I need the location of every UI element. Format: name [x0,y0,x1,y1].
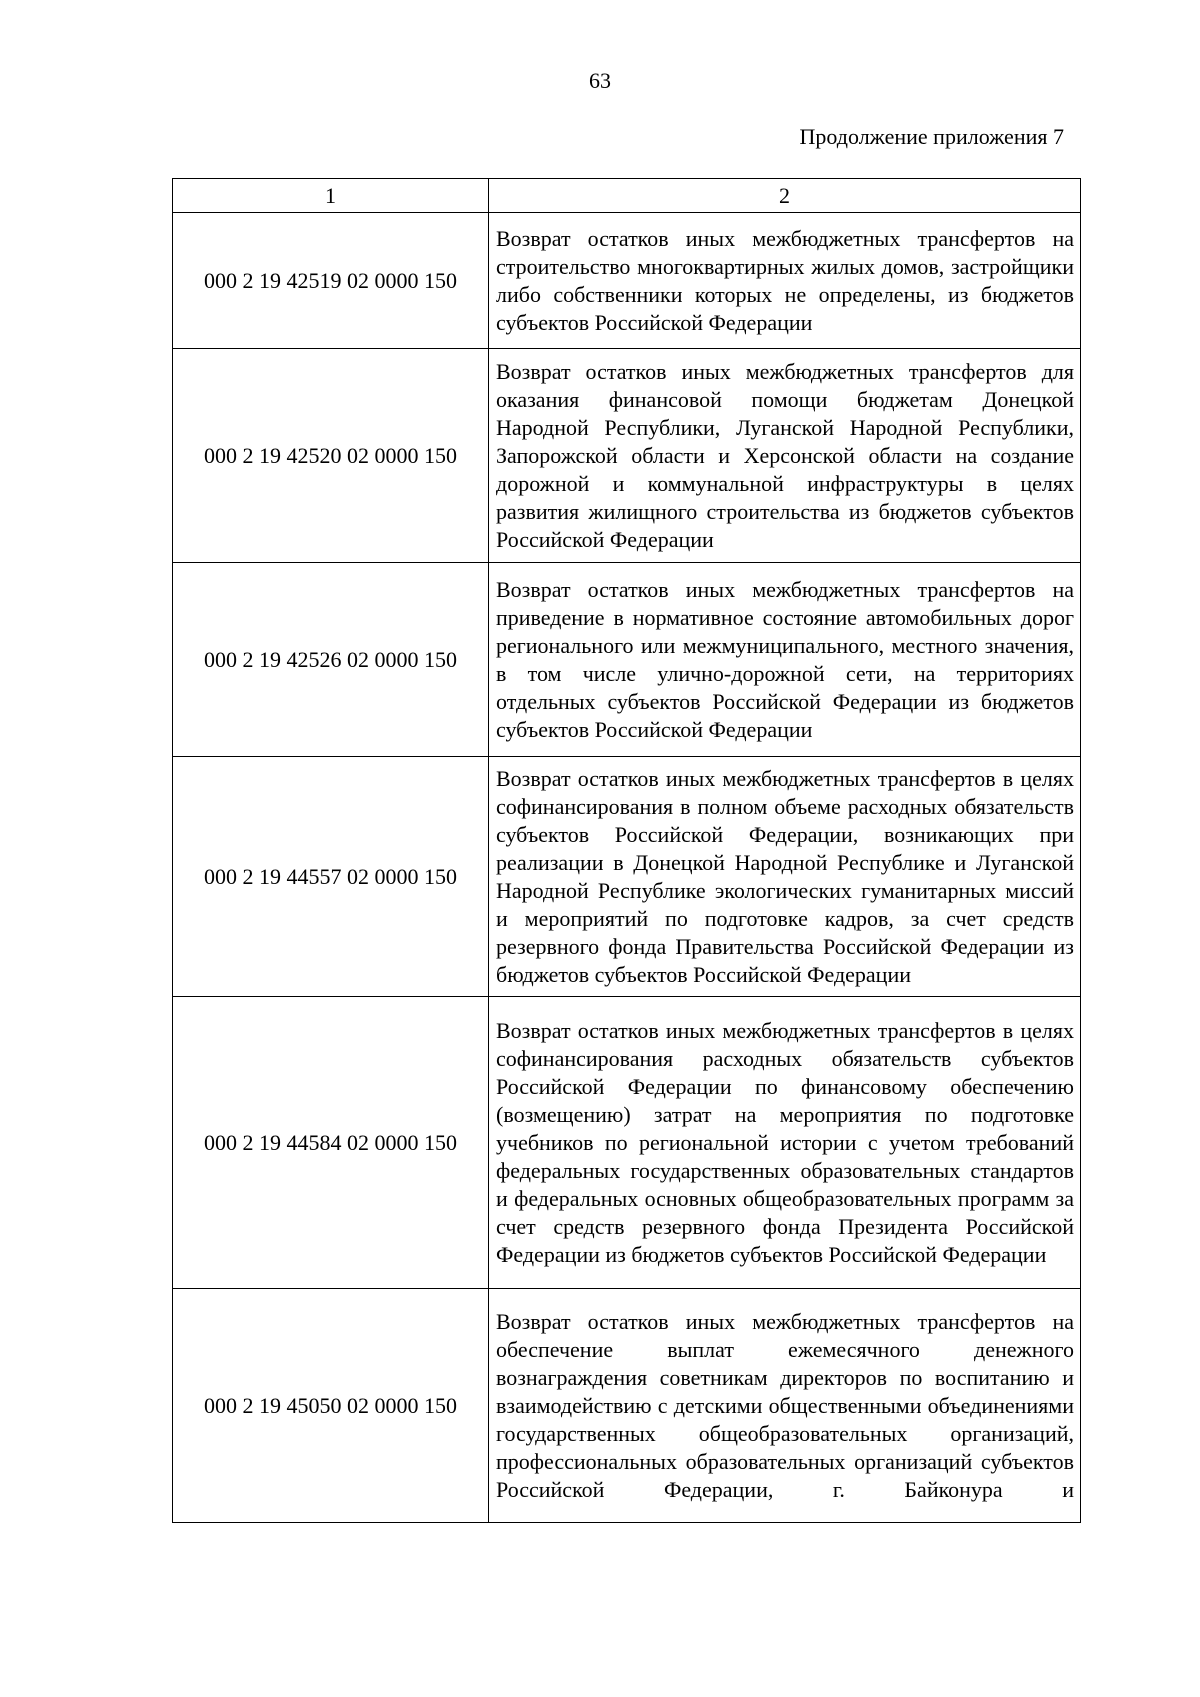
code-description: Возврат остатков иных межбюджетных трансфертов на приведение в нормативное состояние автомобильных дорог регионального или межмуниципального, местного значения, в том числе улично-дорожной сети, на территориях отдельных субъектов Российской Федерации из бюджетов субъектов Российской Федерации [489,563,1081,757]
budget-code: 000 2 19 42526 02 0000 150 [173,563,489,757]
appendix-note: Продолжение приложения 7 [799,124,1064,149]
table-header-row [173,179,1081,213]
budget-code: 000 2 19 44584 02 0000 150 [173,997,489,1289]
table-row [173,349,1081,563]
code-description: Возврат остатков иных межбюджетных трансфертов на строительство многоквартирных жилых домов, застройщики либо собственники которых не определены, из бюджетов субъектов Российской Федерации [489,213,1081,349]
column-header-1: 1 [173,179,489,213]
budget-code: 000 2 19 44557 02 0000 150 [173,757,489,997]
table-row [173,997,1081,1289]
budget-code: 000 2 19 42520 02 0000 150 [173,349,489,563]
table-row [173,563,1081,757]
budget-code: 000 2 19 45050 02 0000 150 [173,1289,489,1523]
code-description: Возврат остатков иных межбюджетных трансфертов в целях софинансирования в полном объеме расходных обязательств субъектов Российской Федерации, возникающих при реализации в Донецкой Народной Республике и Луганской Народной Республике экологических гуманитарных миссий и мероприятий по подготовке кадров, за счет средств резервного фонда Правительства Российской Федерации из бюджетов субъектов Российской Федерации [489,757,1081,997]
table-row [173,757,1081,997]
code-description: Возврат остатков иных межбюджетных трансфертов для оказания финансовой помощи бюджетам Донецкой Народной Республики, Луганской Народной Республики, Запорожской области и Херсонской области на создание дорожной и коммунальной инфраструктуры в целях развития жилищного строительства из бюджетов субъектов Российской Федерации [489,349,1081,563]
table-row [173,213,1081,349]
budget-code: 000 2 19 42519 02 0000 150 [173,213,489,349]
table-row [173,1289,1081,1523]
code-description: Возврат остатков иных межбюджетных трансфертов на обеспечение выплат ежемесячного денежного вознаграждения советникам директоров по воспитанию и взаимодействию с детскими общественными объединениями государственных общеобразовательных организаций, профессиональных образовательных организаций субъектов Российской Федерации, г. Байконура и [489,1289,1081,1523]
page-number: 63 [589,68,611,93]
column-header-2: 2 [489,179,1081,213]
budget-codes-table [172,178,1081,1523]
code-description: Возврат остатков иных межбюджетных трансфертов в целях софинансирования расходных обязательств субъектов Российской Федерации по финансовому обеспечению (возмещению) затрат на мероприятия по подготовке учебников по региональной истории с учетом требований федеральных государственных образовательных стандартов и федеральных основных общеобразовательных программ за счет средств резервного фонда Президента Российской Федерации из бюджетов субъектов Российской Федерации [489,997,1081,1289]
